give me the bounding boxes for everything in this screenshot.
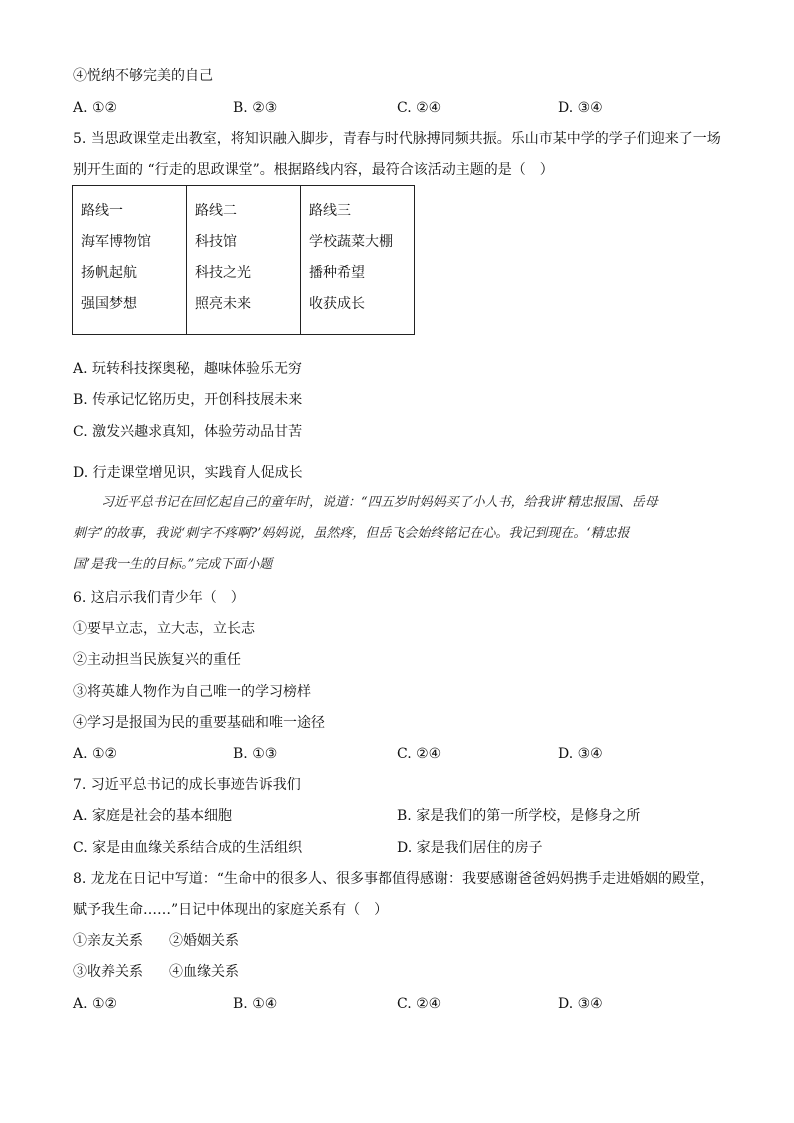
- q6-option-d: D. ③④: [558, 746, 603, 762]
- q8-item-3: ③收养关系: [73, 964, 143, 980]
- passage-line-2: 刺字’的故事，我说‘刺字不疼啊?’妈妈说，虽然疼，但岳飞会始终铭记在心。我记到现在。‘精忠报: [73, 526, 630, 541]
- route-3-theme2: 收获成长: [309, 296, 365, 312]
- q8-option-d: D. ③④: [558, 996, 603, 1012]
- q7-option-c: C. 家是由血缘关系结合成的生活组织: [73, 840, 303, 856]
- q6-item-1: ①要早立志，立大志，立长志: [73, 621, 255, 637]
- route-2-theme2: 照亮未来: [195, 296, 251, 312]
- q7-option-a: A. 家庭是社会的基本细胞: [73, 808, 233, 824]
- q6-option-c: C. ②④: [397, 746, 442, 762]
- q5-option-c: C. 激发兴趣求真知，体验劳动品甘苦: [73, 424, 303, 440]
- passage-line-3: 国’是我一生的目标。”完成下面小题: [73, 557, 273, 572]
- q6-item-2: ②主动担当民族复兴的重任: [73, 652, 241, 668]
- q6-item-3: ③将英雄人物作为自己唯一的学习榜样: [73, 684, 311, 700]
- route-3-title: 路线三: [309, 203, 351, 219]
- q8-stem-line1: 8. 龙龙在日记中写道：“生命中的很多人、很多事都值得感谢：我要感谢爸爸妈妈携手走进婚姻的殿堂，: [73, 871, 714, 887]
- route-3-place: 学校蔬菜大棚: [309, 234, 393, 250]
- q5-stem-line2: 别开生面的 “行走的思政课堂”。根据路线内容，最符合该活动主题的是（ ）: [73, 162, 554, 178]
- route-2-theme1: 科技之光: [195, 265, 251, 281]
- route-3-cell: [301, 186, 415, 335]
- q5-stem-line1: 5. 当思政课堂走出教室，将知识融入脚步，青春与时代脉搏同频共振。乐山市某中学的学子们迎来了一场: [73, 131, 721, 147]
- q6-item-4: ④学习是报国为民的重要基础和唯一途径: [73, 715, 325, 731]
- q4-option-a: A. ①②: [73, 100, 118, 116]
- q8-item-1: ①亲友关系: [73, 933, 143, 949]
- q5-option-a: A. 玩转科技探奥秘，趣味体验乐无穷: [73, 361, 303, 377]
- route-1-title: 路线一: [81, 203, 123, 219]
- route-table: [72, 185, 415, 335]
- q4-option-d: D. ③④: [558, 100, 603, 116]
- q6-option-b: B. ①③: [233, 746, 278, 762]
- route-3-theme1: 播种希望: [309, 265, 365, 281]
- route-2-title: 路线二: [195, 203, 237, 219]
- q7-option-b: B. 家是我们的第一所学校，是修身之所: [397, 808, 641, 824]
- q4-option-c: C. ②④: [397, 100, 442, 116]
- q4-item-4: ④悦纳不够完美的自己: [73, 68, 213, 84]
- route-2-place: 科技馆: [195, 234, 237, 250]
- q6-stem: 6. 这启示我们青少年（ ）: [73, 590, 245, 606]
- q4-option-b: B. ②③: [233, 100, 278, 116]
- q8-item-2: ②婚姻关系: [169, 933, 239, 949]
- route-1-place: 海军博物馆: [81, 234, 151, 250]
- route-2-cell: [187, 186, 301, 335]
- reading-passage: [73, 487, 723, 580]
- q8-option-b: B. ①④: [233, 996, 278, 1012]
- q5-option-d: D. 行走课堂增见识，实践育人促成长: [73, 465, 303, 481]
- q7-option-d: D. 家是我们居住的房子: [397, 840, 543, 856]
- q8-item-4: ④血缘关系: [169, 964, 239, 980]
- route-1-theme2: 强国梦想: [81, 296, 137, 312]
- q5-option-b: B. 传承记忆铭历史，开创科技展未来: [73, 392, 303, 408]
- passage-line-1: 习近平总书记在回忆起自己的童年时，说道：“四五岁时妈妈买了小人书，给我讲‘精忠报国、岳母: [101, 495, 658, 510]
- q6-option-a: A. ①②: [73, 746, 118, 762]
- q8-option-c: C. ②④: [397, 996, 442, 1012]
- route-1-theme1: 扬帆起航: [81, 265, 137, 281]
- route-1-cell: [73, 186, 187, 335]
- q8-stem-line2: 赋予我生命……”日记中体现出的家庭关系有（ ）: [73, 902, 389, 918]
- q8-option-a: A. ①②: [73, 996, 118, 1012]
- q7-stem: 7. 习近平总书记的成长事迹告诉我们: [73, 777, 301, 793]
